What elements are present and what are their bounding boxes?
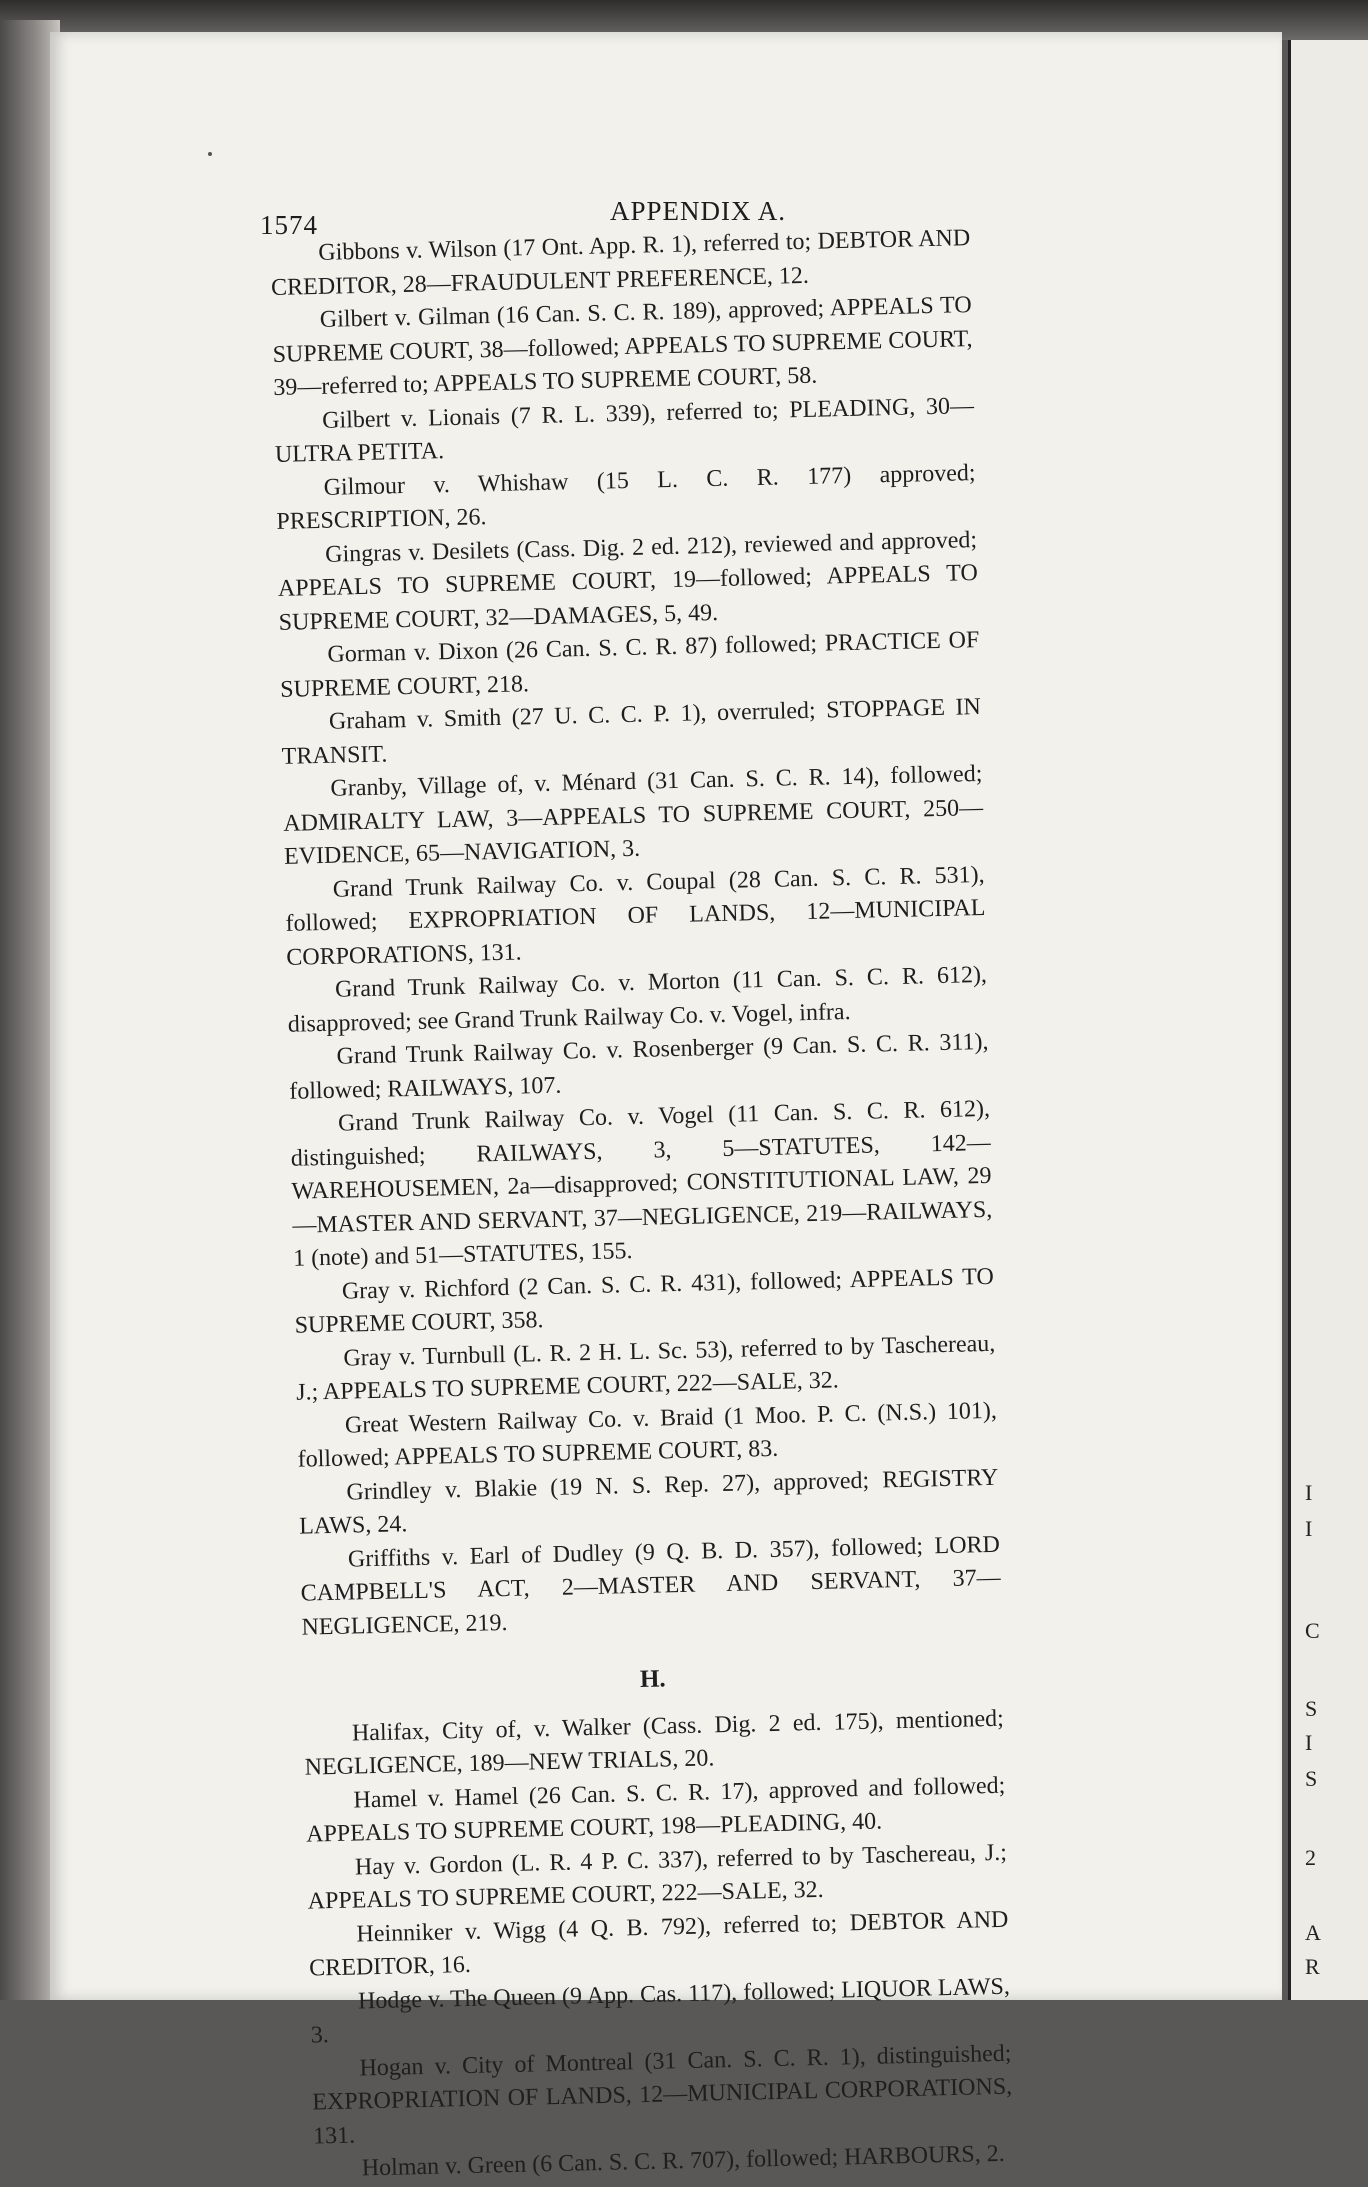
case-entry: Grindley v. Blakie (19 N. S. Rep. 27), approved; REGISTRY LAWS, 24. [298, 1464, 999, 1540]
page-number: 1574 [260, 210, 318, 240]
case-entry: Grand Trunk Railway Co. v. Coupal (28 Can. S. C. R. 531), followed; EXPROPRIATION OF LANDS, 12—MUNICIPAL CORPORATIONS, 131. [285, 861, 986, 971]
case-entry: Gingras v. Desilets (Cass. Dig. 2 ed. 212), reviewed and approved; APPEALS TO SUPREME COURT, 19—followed; APPEALS TO SUPREME COURT, 32—DAMAGES, 5, 49. [277, 526, 979, 636]
case-entry: Gibbons v. Wilson (17 Ont. App. R. 1), referred to; DEBTOR AND CREDITOR, 28—FRAUDULENT PREFERENCE, 12. [270, 225, 971, 301]
running-title: APPENDIX A. [610, 196, 787, 226]
next-page-fragment: I [1305, 1480, 1313, 1505]
case-entry: Grand Trunk Railway Co. v. Vogel (11 Can. S. C. R. 612), distinguished; RAILWAYS, 3, 5—STATUTES, 142—WAREHOUSEMEN, 2a—disapproved; CONSTITUTIONAL LAW, 29—MASTER AND SERVANT, 37—NEGLIGENCE, 219—RAILWAYS, 1 (note) and 51—STATUTES, 155. [290, 1095, 993, 1272]
page-header [50, 180, 1282, 240]
case-entry: Halifax, City of, v. Walker (Cass. Dig. 2 ed. 175), mentioned; NEGLIGENCE, 189—NEW TRIALS, 20. [304, 1705, 1005, 1781]
next-page-fragment: S [1305, 1766, 1318, 1791]
case-entry: Hogan v. City of Montreal (31 Can. S. C. R. 1), distinguished; EXPROPRIATION OF LANDS, 12—MUNICIPAL CORPORATIONS, 131. [312, 2040, 1013, 2150]
next-page-fragment: 2 [1305, 1845, 1316, 1870]
case-entry: Gilbert v. Lionais (7 R. L. 339), referred to; PLEADING, 30—ULTRA PETITA. [274, 392, 975, 468]
next-page-fragment: I [1305, 1516, 1313, 1541]
case-entry: Great Western Railway Co. v. Braid (1 Moo. P. C. (N.S.) 101), followed; APPEALS TO SUPREME COURT, 83. [297, 1397, 998, 1473]
next-page-fragment: R [1305, 1954, 1320, 1979]
section-heading-h: H. [639, 1665, 666, 1693]
next-page-fragment: A [1305, 1920, 1321, 1945]
case-entry: Holman v. Green (6 Can. S. C. R. 707), followed; HARBOURS, 2. [361, 2140, 1006, 2182]
case-entry: Hay v. Gordon (L. R. 4 P. C. 337), referred to by Taschereau, J.; APPEALS TO SUPREME COURT, 222—SALE, 32. [307, 1839, 1008, 1915]
case-index [270, 222, 1014, 2187]
case-entry: Gray v. Richford (2 Can. S. C. R. 431), followed; APPEALS TO SUPREME COURT, 358. [294, 1263, 995, 1339]
case-entry: Heinniker v. Wigg (4 Q. B. 792), referred to; DEBTOR AND CREDITOR, 16. [308, 1906, 1009, 1982]
case-entry: Gray v. Turnbull (L. R. 2 H. L. Sc. 53), referred to by Taschereau, J.; APPEALS TO SUPREME COURT, 222—SALE, 32. [295, 1330, 996, 1406]
case-entry: Graham v. Smith (27 U. C. C. P. 1), overruled; STOPPAGE IN TRANSIT. [281, 693, 982, 770]
case-entry: Hodge v. The Queen (9 App. Cas. 117), followed; LIQUOR LAWS, 3. [310, 1973, 1011, 2049]
case-entry: Hamel v. Hamel (26 Can. S. C. R. 17), approved and followed; APPEALS TO SUPREME COURT, 198—PLEADING, 40. [305, 1772, 1006, 1848]
case-entry: Griffiths v. Earl of Dudley (9 Q. B. D. 357), followed; LORD CAMPBELL'S ACT, 2—MASTER AND SERVANT, 37—NEGLIGENCE, 219. [300, 1531, 1001, 1641]
page-speck [208, 152, 212, 156]
case-entry: Grand Trunk Railway Co. v. Morton (11 Can. S. C. R. 612), disapproved; see Grand Trunk Railway Co. v. Vogel, infra. [287, 961, 988, 1038]
case-entry: Gilbert v. Gilman (16 Can. S. C. R. 189), approved; APPEALS TO SUPREME COURT, 38—followed; APPEALS TO SUPREME COURT, 39—referred to; APPEALS TO SUPREME COURT, 58. [272, 292, 973, 401]
case-entry: Gilmour v. Whishaw (15 L. C. R. 177) approved; PRESCRIPTION, 26. [276, 459, 976, 535]
next-page-fragment: C [1305, 1618, 1320, 1643]
case-entry: Grand Trunk Railway Co. v. Rosenberger (9 Can. S. C. R. 311), followed; RAILWAYS, 107. [289, 1028, 989, 1105]
next-page-edge [1288, 40, 1368, 2000]
case-entry: Gorman v. Dixon (26 Can. S. C. R. 87) followed; PRACTICE OF SUPREME COURT, 218. [279, 627, 980, 703]
book-page [50, 32, 1282, 2182]
next-page-fragment: I [1305, 1730, 1313, 1755]
next-page-fragment: S [1305, 1696, 1318, 1721]
case-entry: Granby, Village of, v. Ménard (31 Can. S. C. R. 14), followed; ADMIRALTY LAW, 3—APPEALS TO SUPREME COURT, 250—EVIDENCE, 65—NAVIGATION, 3. [282, 760, 984, 870]
